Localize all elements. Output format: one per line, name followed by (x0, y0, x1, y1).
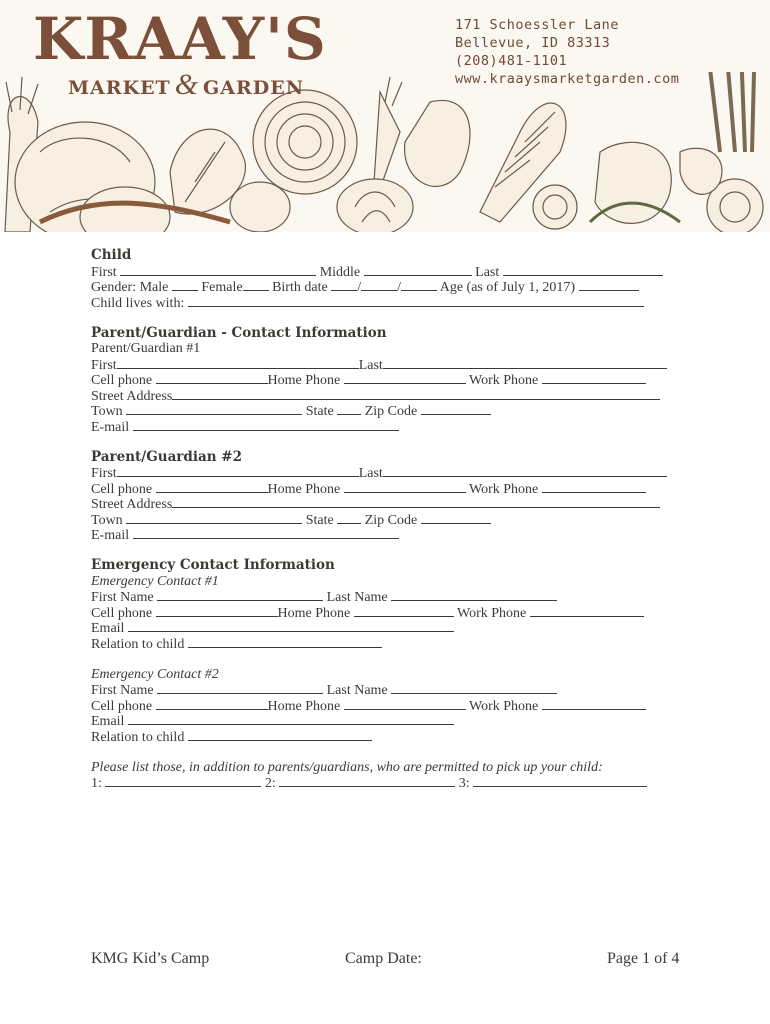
parent2-name-row (91, 465, 691, 481)
parent1-home-field[interactable] (344, 372, 466, 384)
label-zip: Zip Code (364, 512, 418, 528)
parent1-town-row (91, 403, 691, 419)
emergency2-work-field[interactable] (542, 698, 646, 710)
parent1-subheading: Parent/Guardian #1 (91, 341, 201, 356)
emergency2-cell-field[interactable] (156, 698, 268, 710)
emergency2-subheading: Emergency Contact #2 (91, 666, 219, 682)
pickup-row (91, 775, 691, 791)
emergency1-email-row (91, 620, 691, 636)
emergency2-email-field[interactable] (128, 713, 454, 725)
label-town: Town (91, 512, 123, 528)
pickup-3-field[interactable] (473, 775, 647, 787)
label-zip: Zip Code (364, 404, 418, 419)
birth-year-field[interactable] (401, 279, 437, 291)
parent2-street-field[interactable] (172, 496, 660, 508)
label-work: Work Phone (469, 373, 539, 388)
label-first: First (91, 466, 117, 481)
label-relation: Relation to child (91, 729, 185, 745)
address-street: 171 Schoessler Lane (455, 17, 619, 33)
parent2-home-field[interactable] (344, 481, 466, 493)
label-gender-male: Gender: Male (91, 280, 169, 295)
label-home: Home Phone (267, 373, 341, 388)
label-lives-with: Child lives with: (91, 295, 185, 311)
emergency2-phone-row (91, 698, 691, 714)
letterhead (0, 0, 770, 232)
parent2-last-field[interactable] (383, 465, 667, 477)
brand-logo: KRAAY'S (33, 5, 327, 73)
label-work: Work Phone (469, 698, 539, 714)
emergency1-last-field[interactable] (391, 589, 557, 601)
label-female: Female (201, 280, 243, 295)
parent1-email-row (91, 419, 691, 435)
label-pickup-1: 1: (91, 776, 102, 791)
parent2-email-field[interactable] (133, 527, 399, 539)
parent1-name-row (91, 357, 691, 373)
label-first-name: First Name (91, 590, 154, 605)
contact-address (455, 16, 679, 88)
emergency2-relation-field[interactable] (188, 729, 372, 741)
emergency1-subheading: Emergency Contact #1 (91, 573, 219, 589)
parent2-state-field[interactable] (337, 512, 361, 524)
section-heading-parent2: Parent/Guardian #2 (91, 448, 242, 465)
label-first-name: First Name (91, 683, 154, 698)
label-email: E-mail (91, 419, 130, 435)
label-home: Home Phone (267, 698, 341, 714)
pickup-1-field[interactable] (105, 775, 261, 787)
parent1-phone-row (91, 372, 691, 388)
label-first: First (91, 357, 117, 373)
parent1-last-field[interactable] (383, 357, 667, 369)
parent2-cell-field[interactable] (156, 481, 268, 493)
label-town: Town (91, 404, 123, 419)
label-cell: Cell phone (91, 605, 153, 621)
label-street: Street Address (91, 497, 173, 512)
emergency2-email-row (91, 713, 691, 729)
parent2-town-field[interactable] (126, 512, 302, 524)
emergency1-relation-field[interactable] (188, 636, 382, 648)
label-state: State (305, 404, 334, 419)
label-email: Email (91, 621, 125, 636)
section-heading-emergency: Emergency Contact Information (91, 557, 335, 573)
label-cell: Cell phone (91, 481, 153, 497)
label-pickup-2: 2: (264, 776, 276, 791)
gender-male-field[interactable] (172, 279, 198, 291)
emergency2-name-row (91, 682, 691, 698)
parent2-town-row (91, 512, 691, 528)
emergency1-cell-field[interactable] (156, 605, 278, 617)
label-home: Home Phone (267, 481, 341, 497)
address-website[interactable]: www.kraaysmarketgarden.com (455, 71, 680, 87)
birth-month-field[interactable] (331, 279, 357, 291)
date-slash: / (357, 280, 362, 295)
emergency2-home-field[interactable] (344, 698, 466, 710)
birth-day-field[interactable] (361, 279, 397, 291)
address-phone: (208)481-1101 (455, 53, 568, 69)
parent1-town-field[interactable] (126, 403, 302, 415)
child-gender-row (91, 279, 691, 295)
parent1-zip-field[interactable] (421, 403, 491, 415)
emergency1-home-field[interactable] (354, 605, 454, 617)
emergency1-name-row (91, 589, 691, 605)
address-city: Bellevue, ID 83313 (455, 35, 611, 51)
label-last-name: Last Name (326, 590, 388, 605)
label-cell: Cell phone (91, 373, 153, 388)
parent1-state-field[interactable] (337, 403, 361, 415)
age-field[interactable] (579, 279, 639, 291)
parent1-street-row (91, 388, 691, 404)
label-age: Age (as of July 1, 2017) (439, 280, 576, 295)
registration-form (91, 248, 691, 791)
label-work: Work Phone (457, 605, 527, 621)
label-street: Street Address (91, 388, 173, 404)
child-name-row (91, 264, 691, 280)
section-heading-parent: Parent/Guardian - Contact Information (91, 324, 387, 341)
label-pickup-3: 3: (458, 776, 470, 791)
label-cell: Cell phone (91, 698, 153, 714)
parent1-email-field[interactable] (133, 419, 399, 431)
emergency1-phone-row (91, 605, 691, 621)
label-birth-date: Birth date (272, 280, 328, 295)
parent2-first-field[interactable] (117, 465, 359, 477)
brand-ampersand: & (174, 68, 200, 101)
child-lives-row (91, 295, 691, 311)
parent1-first-field[interactable] (117, 357, 359, 369)
footer-page-number: Page 1 of 4 (607, 950, 680, 967)
label-first: First (91, 264, 117, 280)
emergency1-email-field[interactable] (128, 620, 454, 632)
lives-with-field[interactable] (188, 295, 644, 307)
parent2-phone-row (91, 481, 691, 497)
pickup-question: Please list those, in addition to parents/guardians, who are permitted to pick up your child: (91, 759, 603, 775)
section-heading-child: Child (91, 247, 132, 263)
child-middle-field[interactable] (364, 264, 472, 276)
brand-subtitle-right: GARDEN (203, 77, 305, 99)
parent1-cell-field[interactable] (156, 372, 268, 384)
parent2-street-row (91, 496, 691, 512)
emergency2-last-field[interactable] (391, 682, 557, 694)
label-middle: Middle (319, 264, 361, 280)
label-email: Email (91, 714, 125, 729)
date-slash: / (397, 280, 401, 295)
parent2-work-field[interactable] (542, 481, 646, 493)
emergency2-relation-row (91, 729, 691, 745)
parent1-work-field[interactable] (542, 372, 646, 384)
child-first-field[interactable] (120, 264, 316, 276)
label-relation: Relation to child (91, 636, 185, 652)
emergency1-first-field[interactable] (157, 589, 323, 601)
label-last: Last (358, 357, 383, 373)
label-email: E-mail (91, 528, 130, 543)
label-state: State (305, 512, 334, 528)
label-home: Home Phone (277, 605, 351, 621)
parent2-email-row (91, 527, 691, 543)
gender-female-field[interactable] (243, 279, 269, 291)
brand-subtitle (68, 68, 304, 102)
label-last-name: Last Name (326, 683, 388, 698)
label-last: Last (358, 466, 383, 481)
brand-subtitle-left: MARKET (68, 77, 171, 99)
footer-camp-date: Camp Date: (345, 950, 422, 967)
emergency1-relation-row (91, 636, 691, 652)
emergency1-work-field[interactable] (530, 605, 644, 617)
footer-camp-name: KMG Kid’s Camp (91, 950, 210, 967)
parent2-zip-field[interactable] (421, 512, 491, 524)
label-last: Last (475, 264, 500, 280)
child-last-field[interactable] (503, 264, 663, 276)
pickup-2-field[interactable] (279, 775, 455, 787)
label-work: Work Phone (469, 481, 539, 497)
parent1-street-field[interactable] (172, 388, 660, 400)
emergency2-first-field[interactable] (157, 682, 323, 694)
